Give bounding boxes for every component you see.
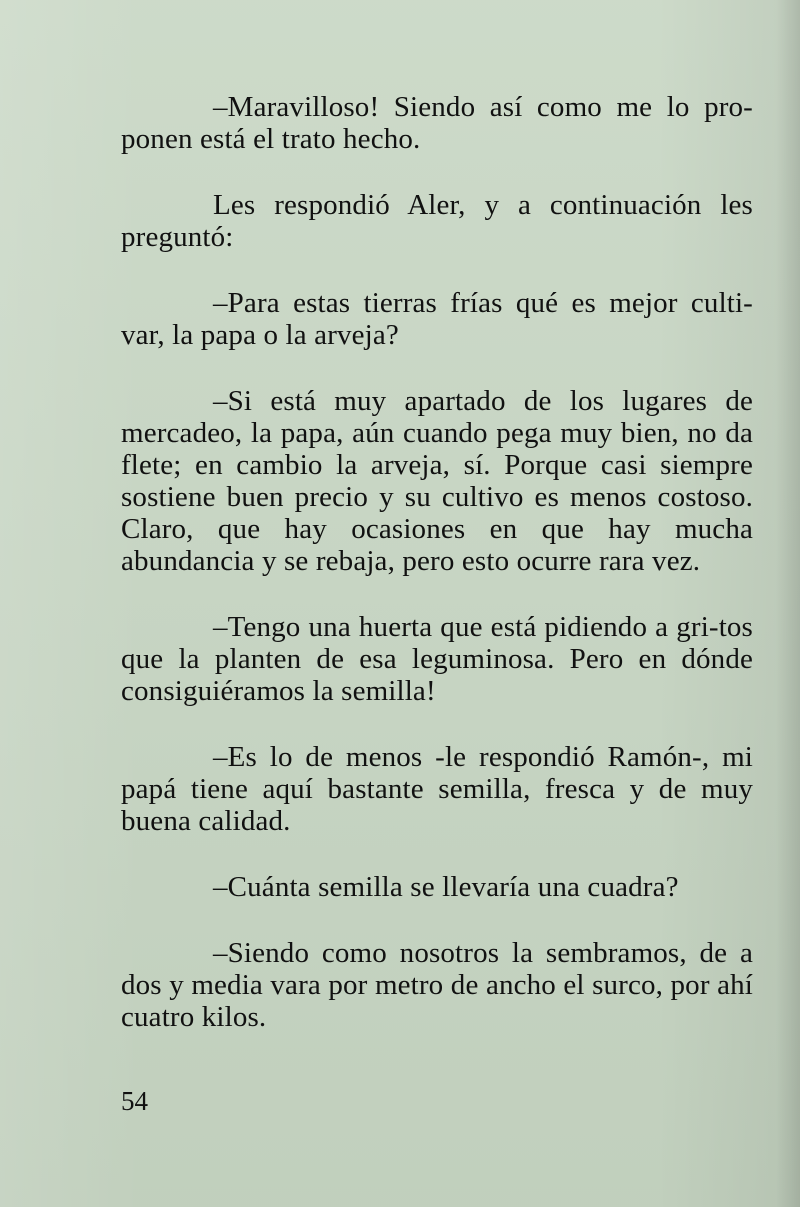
paragraph-2: Les respondió Aler, y a continuación les preguntó: (121, 189, 753, 253)
paragraph-5: –Tengo una huerta que está pidiendo a gri-tos que la planten de esa leguminosa. Pero en dónde consiguiéramos la semilla! (121, 611, 753, 707)
page-text (121, 91, 753, 1033)
paragraph-1: –Maravilloso! Siendo así como me lo pro-ponen está el trato hecho. (121, 91, 753, 155)
paragraph-4: –Si está muy apartado de los lugares de mercadeo, la papa, aún cuando pega muy bien, no da flete; en cambio la arveja, sí. Porque casi siempre sostiene buen precio y su cultivo es menos costoso. Claro, que hay ocasiones en que hay mucha abundancia y se rebaja, pero esto ocurre rara vez. (121, 385, 753, 577)
page-number: 54 (121, 1086, 148, 1116)
paragraph-8: –Siendo como nosotros la sembramos, de a dos y media vara por metro de ancho el surco, por ahí cuatro kilos. (121, 937, 753, 1033)
paragraph-7: –Cuánta semilla se llevaría una cuadra? (213, 871, 679, 903)
paragraph-3: –Para estas tierras frías qué es mejor culti-var, la papa o la arveja? (121, 287, 753, 351)
page-edge-shadow (776, 0, 800, 1207)
paragraph-6: –Es lo de menos -le respondió Ramón-, mi papá tiene aquí bastante semilla, fresca y de muy buena calidad. (121, 741, 753, 837)
